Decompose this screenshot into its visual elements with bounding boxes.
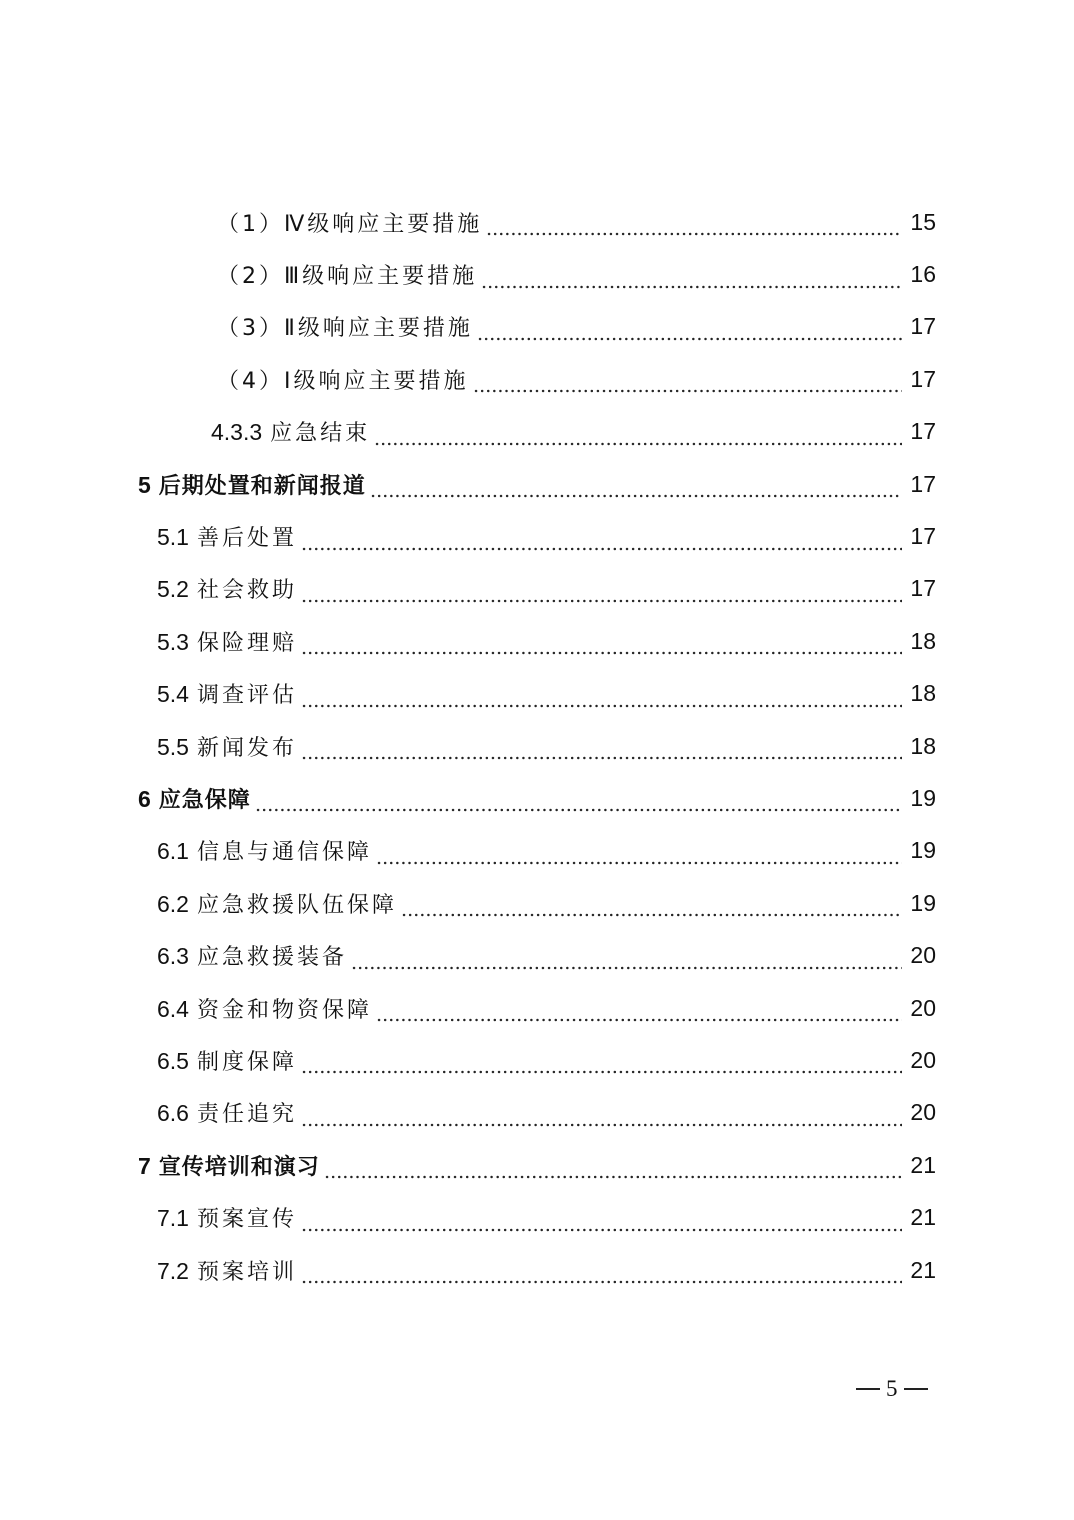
toc-entry-line xyxy=(157,573,936,604)
toc-entry[interactable] xyxy=(0,510,1074,562)
toc-entry-label: 应急救援队伍保障 xyxy=(196,892,397,918)
page-number: 5 xyxy=(886,1376,898,1401)
toc-entry-label: 保险理赔 xyxy=(196,630,297,656)
toc-entry-line xyxy=(217,364,936,395)
toc-entry-title xyxy=(157,731,297,762)
toc-entry-title xyxy=(157,678,297,709)
toc-entry[interactable] xyxy=(0,877,1074,929)
toc-entry-page: 17 xyxy=(910,365,936,392)
toc-entry-title xyxy=(217,364,469,395)
toc-entry-page: 17 xyxy=(910,470,936,497)
toc-entry-page: 17 xyxy=(910,313,936,340)
toc-entry[interactable] xyxy=(0,1087,1074,1139)
toc-entry-label: （1）Ⅳ级响应主要措施 xyxy=(217,211,483,237)
toc-entry-line xyxy=(157,993,936,1024)
toc-entry-line xyxy=(157,626,936,657)
toc-entry-title xyxy=(157,521,297,552)
toc-entry-number: 5.3 xyxy=(157,628,189,655)
toc-entry-number: 4.3.3 xyxy=(211,419,263,446)
toc-entry-number: 5.1 xyxy=(157,524,189,551)
toc-entry-page: 20 xyxy=(910,994,936,1021)
toc-entry-title xyxy=(138,1150,320,1181)
toc-entry-page: 17 xyxy=(910,418,936,445)
toc-entry-page: 16 xyxy=(910,261,936,288)
toc-leader-dots xyxy=(301,1106,902,1128)
toc-entry[interactable] xyxy=(0,353,1074,405)
toc-leader-dots xyxy=(324,1158,902,1180)
toc-entry-page: 15 xyxy=(910,208,936,235)
toc-entry[interactable] xyxy=(0,982,1074,1034)
toc-entry[interactable] xyxy=(0,1244,1074,1296)
toc-entry[interactable] xyxy=(0,929,1074,981)
toc-entry-label: 宣传培训和演习 xyxy=(158,1154,320,1180)
toc-entry-label: 应急保障 xyxy=(158,787,251,813)
toc-entry-title xyxy=(157,835,372,866)
toc-entry-title xyxy=(157,993,372,1024)
toc-entry-label: 预案培训 xyxy=(196,1259,297,1285)
toc-entry-label: 社会救助 xyxy=(196,578,297,604)
toc-entry-line xyxy=(157,678,936,709)
toc-entry-label: 应急结束 xyxy=(270,421,371,447)
toc-entry-page: 20 xyxy=(910,1046,936,1073)
toc-leader-dots xyxy=(351,949,902,971)
toc-leader-dots xyxy=(301,687,902,709)
toc-entry-number: 6.1 xyxy=(157,838,189,865)
toc-entry-page: 18 xyxy=(910,732,936,759)
toc-entry-page: 20 xyxy=(910,942,936,969)
toc-entry-line xyxy=(157,1045,936,1076)
toc-leader-dots xyxy=(481,268,902,290)
table-of-contents xyxy=(0,196,1074,1296)
toc-entry[interactable] xyxy=(0,772,1074,824)
toc-entry-label: 新闻发布 xyxy=(196,735,297,761)
toc-leader-dots xyxy=(370,477,902,499)
toc-entry-line xyxy=(211,416,936,447)
toc-entry[interactable] xyxy=(0,668,1074,720)
toc-entry-page: 18 xyxy=(910,627,936,654)
toc-entry-label: （4）Ⅰ级响应主要措施 xyxy=(217,368,469,394)
toc-entry-number: 5 xyxy=(138,471,151,498)
toc-entry-title xyxy=(138,469,366,500)
toc-entry-page: 18 xyxy=(910,680,936,707)
toc-entry-page: 21 xyxy=(910,1151,936,1178)
footer-dash-right xyxy=(904,1388,928,1390)
toc-entry-title xyxy=(157,626,297,657)
toc-entry-line xyxy=(138,1150,936,1181)
toc-entry-line xyxy=(157,1202,936,1233)
toc-entry-title xyxy=(217,207,482,238)
toc-entry-number: 5.4 xyxy=(157,681,189,708)
toc-entry-label: 后期处置和新闻报道 xyxy=(158,473,366,499)
toc-entry-page: 17 xyxy=(910,575,936,602)
toc-entry-label: 应急救援装备 xyxy=(196,945,347,971)
toc-leader-dots xyxy=(301,582,902,604)
toc-entry[interactable] xyxy=(0,615,1074,667)
toc-entry-page: 17 xyxy=(910,523,936,550)
toc-leader-dots xyxy=(473,372,903,394)
toc-entry-title xyxy=(217,259,477,290)
toc-entry-title xyxy=(211,416,370,447)
toc-entry-label: 制度保障 xyxy=(196,1049,297,1075)
toc-entry-line xyxy=(157,888,936,919)
toc-entry-line xyxy=(217,259,936,290)
toc-entry-line xyxy=(217,311,936,342)
toc-entry[interactable] xyxy=(0,248,1074,300)
toc-entry-title xyxy=(217,311,473,342)
toc-entry[interactable] xyxy=(0,301,1074,353)
toc-entry-line xyxy=(138,469,936,500)
toc-entry-number: 7 xyxy=(138,1152,151,1179)
toc-entry-page: 21 xyxy=(910,1204,936,1231)
toc-leader-dots xyxy=(301,1053,902,1075)
toc-entry-label: 信息与通信保障 xyxy=(196,840,372,866)
toc-entry[interactable] xyxy=(0,563,1074,615)
toc-entry-line xyxy=(157,731,936,762)
toc-entry-number: 6.2 xyxy=(157,890,189,917)
toc-leader-dots xyxy=(401,896,902,918)
toc-entry-page: 20 xyxy=(910,1099,936,1126)
toc-entry-page: 19 xyxy=(910,837,936,864)
toc-entry-title xyxy=(157,888,397,919)
toc-entry[interactable] xyxy=(0,720,1074,772)
toc-entry-number: 5.5 xyxy=(157,733,189,760)
toc-entry[interactable] xyxy=(0,196,1074,248)
toc-entry-number: 7.1 xyxy=(157,1205,189,1232)
toc-entry-line xyxy=(157,1097,936,1128)
toc-entry-title xyxy=(157,1045,297,1076)
toc-entry-title xyxy=(157,940,347,971)
page-footer xyxy=(856,1374,940,1404)
toc-entry-line xyxy=(138,783,936,814)
toc-entry-label: 善后处置 xyxy=(196,526,297,552)
toc-entry-label: 预案宣传 xyxy=(196,1207,297,1233)
toc-entry-label: （2）Ⅲ级响应主要措施 xyxy=(217,264,478,290)
toc-entry-label: （3）Ⅱ级响应主要措施 xyxy=(217,316,473,342)
toc-leader-dots xyxy=(486,215,902,237)
toc-entry-title xyxy=(138,783,251,814)
toc-entry-line xyxy=(157,1255,936,1286)
toc-entry-title xyxy=(157,1097,297,1128)
toc-entry[interactable] xyxy=(0,458,1074,510)
toc-entry-title xyxy=(157,1202,297,1233)
toc-entry-line xyxy=(217,207,936,238)
toc-entry-number: 5.2 xyxy=(157,576,189,603)
toc-entry-title xyxy=(157,1255,297,1286)
toc-entry[interactable] xyxy=(0,1139,1074,1191)
toc-entry-line xyxy=(157,835,936,866)
toc-leader-dots xyxy=(301,530,902,552)
toc-entry-line xyxy=(157,940,936,971)
toc-entry-title xyxy=(157,573,297,604)
toc-entry-page: 19 xyxy=(910,784,936,811)
toc-leader-dots xyxy=(376,844,902,866)
toc-leader-dots xyxy=(301,1263,902,1285)
toc-entry-line xyxy=(157,521,936,552)
toc-entry-label: 调查评估 xyxy=(196,683,297,709)
toc-entry-number: 6 xyxy=(138,785,151,812)
toc-entry-number: 6.6 xyxy=(157,1100,189,1127)
toc-leader-dots xyxy=(477,320,902,342)
toc-leader-dots xyxy=(255,791,902,813)
toc-entry[interactable] xyxy=(0,406,1074,458)
toc-leader-dots xyxy=(376,1001,902,1023)
toc-entry[interactable] xyxy=(0,1191,1074,1243)
toc-leader-dots xyxy=(301,1211,902,1233)
toc-entry-label: 责任追究 xyxy=(196,1102,297,1128)
toc-entry-label: 资金和物资保障 xyxy=(196,997,372,1023)
toc-entry-page: 21 xyxy=(910,1256,936,1283)
footer-dash-left xyxy=(856,1388,880,1390)
toc-entry-number: 6.4 xyxy=(157,995,189,1022)
toc-entry-number: 6.5 xyxy=(157,1047,189,1074)
toc-entry-number: 7.2 xyxy=(157,1257,189,1284)
toc-leader-dots xyxy=(374,425,902,447)
toc-leader-dots xyxy=(301,634,902,656)
toc-entry[interactable] xyxy=(0,825,1074,877)
toc-entry[interactable] xyxy=(0,1034,1074,1086)
toc-entry-number: 6.3 xyxy=(157,943,189,970)
toc-entry-page: 19 xyxy=(910,889,936,916)
toc-leader-dots xyxy=(301,739,902,761)
